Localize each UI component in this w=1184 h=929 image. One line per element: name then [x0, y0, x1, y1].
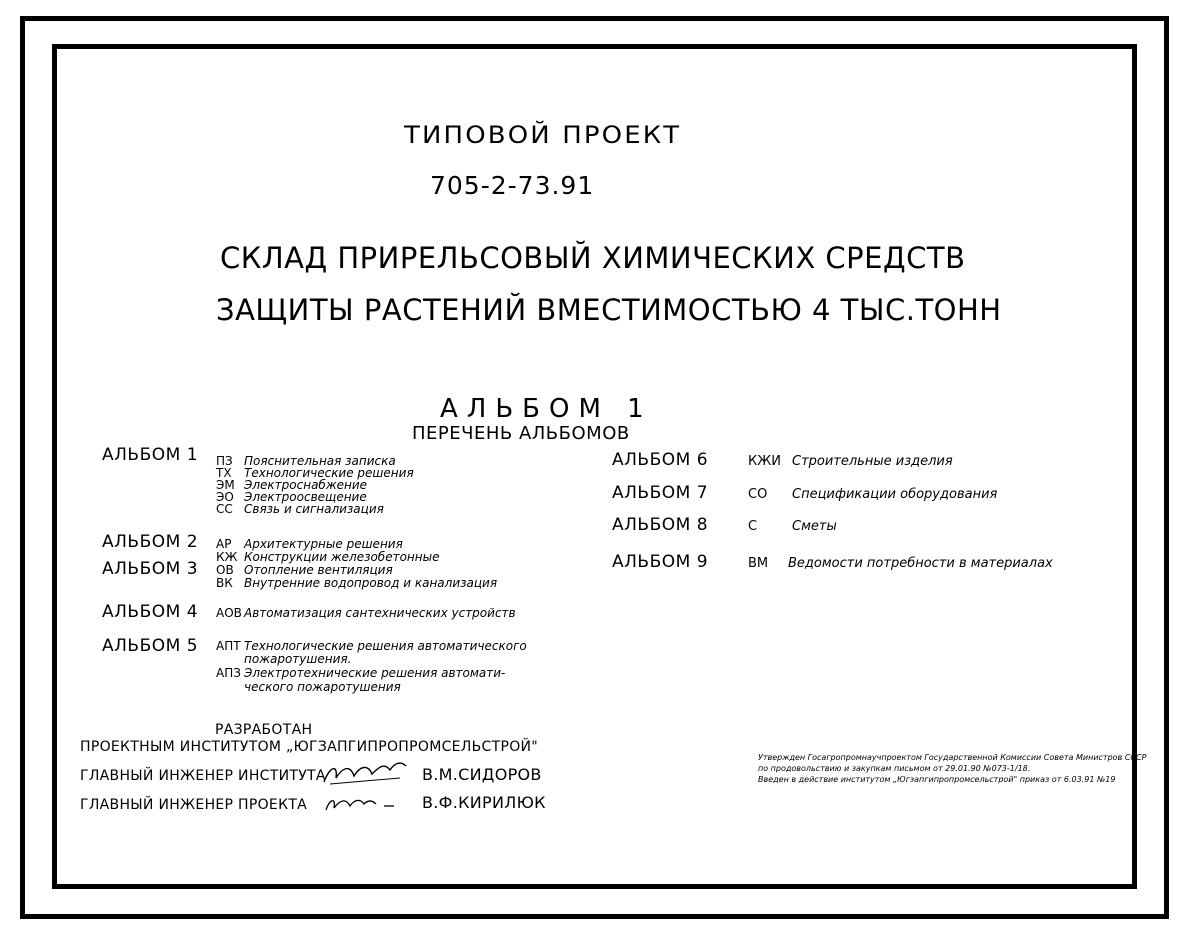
section-code: ВК	[216, 576, 233, 590]
chief-engineer-project-name: В.Ф.КИРИЛЮК	[422, 793, 546, 812]
album-label: АЛЬБОМ 7	[612, 483, 709, 503]
chief-engineer-institute-label: ГЛАВНЫЙ ИНЖЕНЕР ИНСТИТУТА	[80, 768, 326, 784]
album-label: АЛЬБОМ 8	[612, 515, 709, 535]
section-title: Электротехнические решения автомати-	[244, 666, 506, 680]
doc-type: ТИПОВОЙ ПРОЕКТ	[404, 121, 682, 149]
section-code: СО	[748, 487, 768, 502]
section-title: Сметы	[792, 519, 837, 534]
section-code: АОВ	[216, 606, 242, 620]
section-title: Конструкции железобетонные	[244, 550, 440, 564]
institute-line: ПРОЕКТНЫМ ИНСТИТУТОМ „ЮГЗАПГИПРОПРОМСЕЛЬСТРОЙ"	[80, 739, 539, 755]
approval-note-line: по продовольствию и закупкам письмом от 29.01.90 №073-1/18.	[758, 764, 1031, 773]
section-title: пожаротушения.	[244, 652, 352, 666]
section-code: ЭМ	[216, 478, 235, 492]
section-code: СС	[216, 502, 233, 516]
signature-chief-institute	[320, 758, 410, 788]
section-code: ПЗ	[216, 454, 233, 468]
section-code: АПТ	[216, 639, 241, 653]
section-code: КЖИ	[748, 454, 781, 469]
album-label: АЛЬБОМ 2	[102, 532, 199, 552]
section-title: Пояснительная записка	[244, 454, 396, 468]
developed-label: РАЗРАБОТАН	[215, 722, 313, 738]
doc-number: 705-2-73.91	[430, 171, 595, 200]
section-title: Технологические решения	[244, 466, 414, 480]
title-line-1: СКЛАД ПРИРЕЛЬСОВЫЙ ХИМИЧЕСКИХ СРЕДСТВ	[220, 241, 966, 275]
section-code: АР	[216, 537, 232, 551]
section-title: Электроснабжение	[244, 478, 368, 492]
inner-frame	[52, 44, 1137, 889]
album-label: АЛЬБОМ 5	[102, 636, 199, 656]
section-title: Ведомости потребности в материалах	[788, 556, 1053, 571]
section-code: ОВ	[216, 563, 234, 577]
approval-note-line: Утвержден Госагропромнаучпроектом Государственной Комиссии Совета Министров СССР	[758, 753, 1147, 762]
section-title: Электроосвещение	[244, 490, 367, 504]
album-label: АЛЬБОМ 1	[102, 445, 199, 465]
chief-engineer-project-label: ГЛАВНЫЙ ИНЖЕНЕР ПРОЕКТА	[80, 797, 308, 813]
approval-note-line: Введен в действие институтом „Югзапгипропромсельстрой" приказ от 6.03.91 №19	[758, 775, 1116, 784]
signature-chief-project	[322, 792, 402, 816]
section-code: КЖ	[216, 550, 238, 564]
album-label: АЛЬБОМ 6	[612, 450, 709, 470]
chief-engineer-institute-name: В.М.СИДОРОВ	[422, 765, 542, 784]
title-line-2: ЗАЩИТЫ РАСТЕНИЙ ВМЕСТИМОСТЬЮ 4 ТЫС.ТОНН	[216, 293, 1002, 327]
section-code: ТХ	[216, 466, 232, 480]
album-label: АЛЬБОМ 9	[612, 552, 709, 572]
section-title: ческого пожаротушения	[244, 680, 401, 694]
section-code: ЭО	[216, 490, 234, 504]
section-title: Архитектурные решения	[244, 537, 403, 551]
album-label: АЛЬБОМ 3	[102, 559, 199, 579]
section-title: Внутренние водопровод и канализация	[244, 576, 498, 590]
section-title: Технологические решения автоматического	[244, 639, 527, 653]
album-heading: АЛЬБОМ 1	[440, 394, 653, 424]
section-title: Автоматизация сантехнических устройств	[244, 606, 516, 620]
album-list-heading: ПЕРЕЧЕНЬ АЛЬБОМОВ	[412, 423, 630, 444]
section-title: Связь и сигнализация	[244, 502, 384, 516]
section-code: АПЗ	[216, 666, 241, 680]
section-title: Отопление вентиляция	[244, 563, 393, 577]
album-label: АЛЬБОМ 4	[102, 602, 199, 622]
section-title: Спецификации оборудования	[792, 487, 998, 502]
section-title: Строительные изделия	[792, 454, 953, 469]
section-code: С	[748, 519, 758, 534]
section-code: ВМ	[748, 556, 769, 571]
